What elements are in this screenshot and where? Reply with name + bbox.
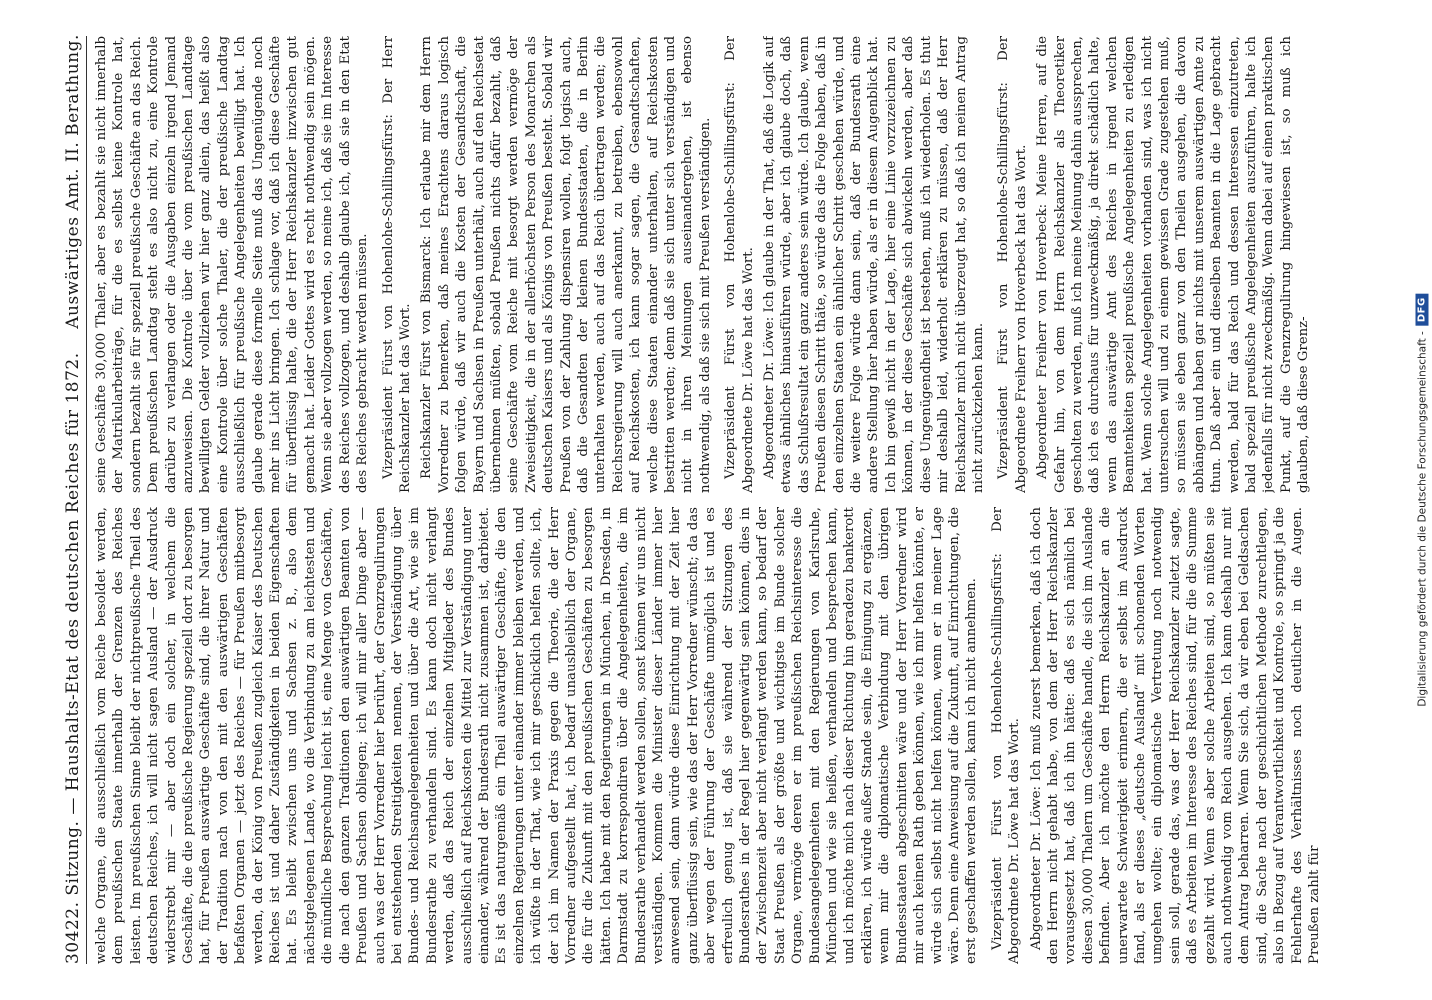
paragraph: Abgeordneter Freiherr von Hoverbeck: Meine Herren, auf die Gefahr hin, von dem Herrn Reichskanzler als Theoretiker gescholten zu werden, muß ich meine Meinung dahin aussprechen, daß ich es durchaus für unzweckmäßig, ja direkt schädlich halte, wenn das auswärtige Amt des Reiches in irgend welchen Beamtenkeiten speziell preußische Angelegenheiten zu erledigen hat. Wenn solche Angelegenheiten vorhanden sind, was ich nicht untersuchen will und zu einem gewissen Grade zugestehen muß, so müssen sie eben ganz von den Theilen ausgehen, die davon abhängen und haben gar nichts mit unserem auswärtigen Amte zu thun. Daß aber ein und dieselben Beamten in die Lage gebracht werden, bald für das Reich und dessen Interessen einzutreten, bald speziell preußische Angelegenheiten auszuführen, halte ich jedenfalls für nicht zweckmäßig. Wenn dabei auf einen praktischen Punkt, auf die Grenzregulirung hingewiesen ist, so muß ich glauben, daß diese Grenz- <box>1035 36 1312 493</box>
text-columns <box>93 36 1369 964</box>
page-number: 304 <box>63 930 83 964</box>
scanned-page <box>56 30 1376 970</box>
section-label: Auswärtiges Amt. II. Berathung. <box>63 34 83 329</box>
credit-text: Digitalisierung gefördert durch die Deutsche Forschungsgemeinschaft - <box>1416 331 1428 707</box>
column-left <box>93 507 1369 964</box>
paragraph: Reichskanzler Fürst von Bismarck: Ich erlaube mir dem Herrn Vorredner zu bemerken, daß meines Erachtens daraus logisch folgen würde, daß wir auch die Kosten der Gesandtschaft, die Bayern und Sachsen in Preußen unterhält, auch auf den Reichsetat übernehmen müßten, sobald Preußen nichts dafür bezahlt, daß seine Geschäfte vom Reiche mit besorgt werden vermöge der Zweiseitigkeit, die in der allerhöchsten Person des Monarchen als deutschen Kaisers und als Königs von Preußen besteht. Sobald wir Preußen von der Zahlung dispensiren wollen, folgt logisch auch, daß die Gesandten der kleinen Bundesstaaten, die in Berlin unterhalten werden, auch auf das Reich übertragen werden; die Reichsregierung will auch anerkannt, zu betreiben, ebensowohl auf Reichskosten, ich kann sogar sagen, die Gesandtschaften, welche diese Staaten einander unterhalten, auf Reichskosten bestritten werden; denn daß sie sich unter sich verständigen und nicht in ihren Meinungen auseinandergehen, ist ebenso nothwendig, als daß sie sich mit Preußen verständigen. <box>419 36 713 493</box>
paragraph: Abgeordneter Dr. Löwe: Ich glaube in der That, daß die Logik auf etwas ähnliches hinausführen würde, aber ich glaube doch, daß das Schlußresultat ein ganz anderes sein würde. Ich glaube, wenn Preußen diesen Schritt thäte, so würde das die Folge haben, daß in den einzelnen Staaten ein ähnlicher Schritt geschehen würde, und die weitere Folge würde dann sein, daß der Bundesrath eine andere Stellung hier haben würde, als er in diesem Augenblick hat. Ich bin gewiß nicht in der Lage, hier eine Linie vorzuzeichnen zu können, in der diese Geschäfte sich abwickeln werden, aber daß diese Ungenügendheit ist bestehen, muß ich wiederholen. Es thut mir deshalb leid, widerholt erklären zu müssen, daß der Herr Reichskanzler mich nicht überzeugt hat, so daß ich meinen Antrag nicht zurückziehen kann. <box>762 36 986 493</box>
paragraph: welche Organe, die ausschließlich vom Reiche besoldet werden, dem preußischen Staate innerhalb der Grenzen des Reiches leisten. Im preußischen Sinne bleibt der nichtpreußische Theil des deutschen Reiches, ich will nicht sagen Ausland — der Ausdruck widerstrebt mir — aber doch ein solcher, in welchem die Geschäfte, die die preußische Regierung speziell dort zu besorgen hat, für Preußen auswärtige Geschäfte sind, die ihrer Natur und der Tradition nach von den mit den auswärtigen Geschäften befaßten Organen — jetzt des Reiches — für Preußen mitbesorgt werden, da der König von Preußen zugleich Kaiser des Deutschen Reiches ist und daher Zuständigkeiten in beiden Eigenschaften hat. Es bleibt zwischen uns und Sachsen z. B., also dem nächstgelegenen Lande, wo die Verbindung zu am leichtesten und die mündliche Besprechung leicht ist, eine Menge von Geschäften, die nach den ganzen Traditionen den auswärtigen Beamten von Preußen und Sachsen obliegen; ich will mir aller Dinge aber — auch was der Herr Vorredner hier berührt, der Grenzregulirungen bei entstehenden Streitigkeiten nennen, der Verständigung über Bundes- und Reichsangelegenheiten und über die Art, wie sie im Bundesrathe zu verhandeln sind. Es kann doch nicht verlangt werden, daß das Reich der einzelnen Mitglieder des Bundes ausschließlich auf Reichskosten die Mittel zur Verständigung unter einander, während der Bundesrath nicht zusammen ist, darbietet. Es ist das naturgemäß ein Theil auswärtiger Geschäfte, die den einzelnen Regierungen unter einander immer bleiben werden, und ich wüßte in der That, wie ich mir geschicklich helfen sollte, ich, der ich im Namen der Praxis gegen die Theorie, die der Herr Vorredner aufgestellt hat, ich bedarf unausbleiblich der Organe, die für die Zukunft mit den preußischen Geschäften zu besorgen hätten. Ich habe mit den Regierungen in München, in Dresden, in Darmstadt zu korrespondiren über die Angelegenheiten, die im Bundesrathe verhandelt werden sollen, sonst können wir uns nicht verständigen. Kommen die Minister dieser Länder immer hier anwesend sein, dann würde diese Einrichtung mit der Zeit hier ganz überflüssig sein, wie das der Herr Vorredner wünscht; da das aber wegen der Führung der Geschäfte unmöglich ist und es erfreulich genug ist, daß sie während der Sitzungen des Bundesrathes in der Regel hier gegenwärtig sein können, dies in der Zwischenzeit aber nicht verlangt werden kann, so bedarf der Staat Preußen als der größte und wichtigste im Bunde solcher Organe, vermöge deren er im preußischen Reichsinteresse die Bundesangelegenheiten mit den Regierungen von Karlsruhe, München und wie sie heißen, verhandeln und besprechen kann, und ich möchte mich nach dieser Richtung hin geradezu bankerott erklären, ich würde außer Stande sein, die Einigung zu ergänzen, wenn mir die diplomatische Verbindung mit den übrigen Bundesstaaten abgeschnitten wäre und der Herr Vorredner wird mir auch keinen Rath geben können, wie ich mir helfen könnte, er würde sich selbst nicht helfen können, wenn er in meiner Lage wäre. Denn eine Anweisung auf die Zukunft, auf Einrichtungen, die erst geschaffen werden sollen, kann ich nicht annehmen. <box>94 507 980 964</box>
paragraph: Abgeordneter Dr. Löwe: Ich muß zuerst bemerken, daß ich doch den Herrn nicht gehabt habe, von dem der Herr Reichskanzler vorausgesetzt hat, daß ich ihn hätte: daß es sich nämlich bei diesen 30,000 Thalern um Geschäfte handle, die sich im Auslande befinden. Aber ich möchte den Herrn Reichskanzler an die unerwartete Schwierigkeit erinnern, die er selbst im Ausdruck fand, als er dieses „deutsche Ausland“ mit schonenden Worten umgehen wollte; ein diplomatische Vertretung noch notwendig sein soll, gerade das, was der Herr Reichskanzler zuletzt sagte, daß es Arbeiten im Interesse des Reiches sind, für die die Summe gezahlt wird. Wenn es aber solche Arbeiten sind, so müßten sie auch nothwendig vom Reich ausgehen. Ich kann deshalb nur mit dem Antrag beharren. Wenn Sie sich, da wir eben bei Geldsachen sind, die Sache nach der geschichtlichen Methode zurechtlegen, also in Bezug auf Verantwortlichkeit und Kontrole, so springt ja die Fehlerhafte des Verhältnisses noch deutlicher in die Augen. Preußen zahlt für <box>1028 507 1323 964</box>
running-title <box>60 34 86 930</box>
dfg-logo: DFG <box>1416 293 1429 326</box>
column-right <box>93 36 1369 493</box>
speaker-announcement: Vizepräsident Fürst von Hohenlohe-Schillingsfürst: Der Abgeordnete Dr. Löwe hat das Wort. <box>723 36 756 493</box>
speaker-announcement: Vizepräsident Fürst von Hohenlohe-Schillingsfürst: Der Abgeordnete Dr. Löwe hat das Wort. <box>989 507 1023 964</box>
digitization-credit <box>1416 293 1429 706</box>
running-head <box>60 36 87 964</box>
paragraph: seine Geschäfte 30,000 Thaler, aber es bezahlt sie nicht innerhalb der Matrikularbeiträge, für die es selbst keine Kontrole hat, sondern bezahlt sie für speziell preußische Geschäfte an das Reich. Dem preußischen Landtag steht es also nicht zu, eine Kontrole darüber zu verlangen oder die Ausgaben einzeln irgend Jemand anzuweisen. Die Kontrole über die vom preußischen Landtage bewilligten Gelder vollziehen wir hier ganz allein, das heißt also eine Kontrole über solche Thaler, die der preußische Landtag ausschließlich für preußische Angelegenheiten bewilligt hat. Ich glaube gerade diese formelle Seite muß das Ungenügende noch mehr ins Licht bringen. Ich schlage vor, daß ich diese Geschäfte für überflüssig halte, die der Herr Reichskanzler inzwischen gut gemacht hat. Leider Gottes wird es recht nothwendig sein mögen. Wenn sie aber vollzogen werden, so meine ich, daß sie im Interesse des Reiches vollzogen, und deshalb glaube ich, daß sie in den Etat des Reiches gebracht werden müssen. <box>94 36 371 493</box>
document-title: — Haushalts-Etat des deutschen Reiches für 1872. <box>63 352 83 815</box>
session-label: 22. Sitzung. <box>63 820 83 931</box>
speaker-announcement: Vizepräsident Fürst von Hohenlohe-Schillingsfürst: Der Abgeordnete Freiherr von Hoverbeck hat das Wort. <box>996 36 1029 493</box>
speaker-announcement: Vizepräsident Fürst von Hohenlohe-Schillingsfürst: Der Herr Reichskanzler hat das Wort. <box>380 36 413 493</box>
